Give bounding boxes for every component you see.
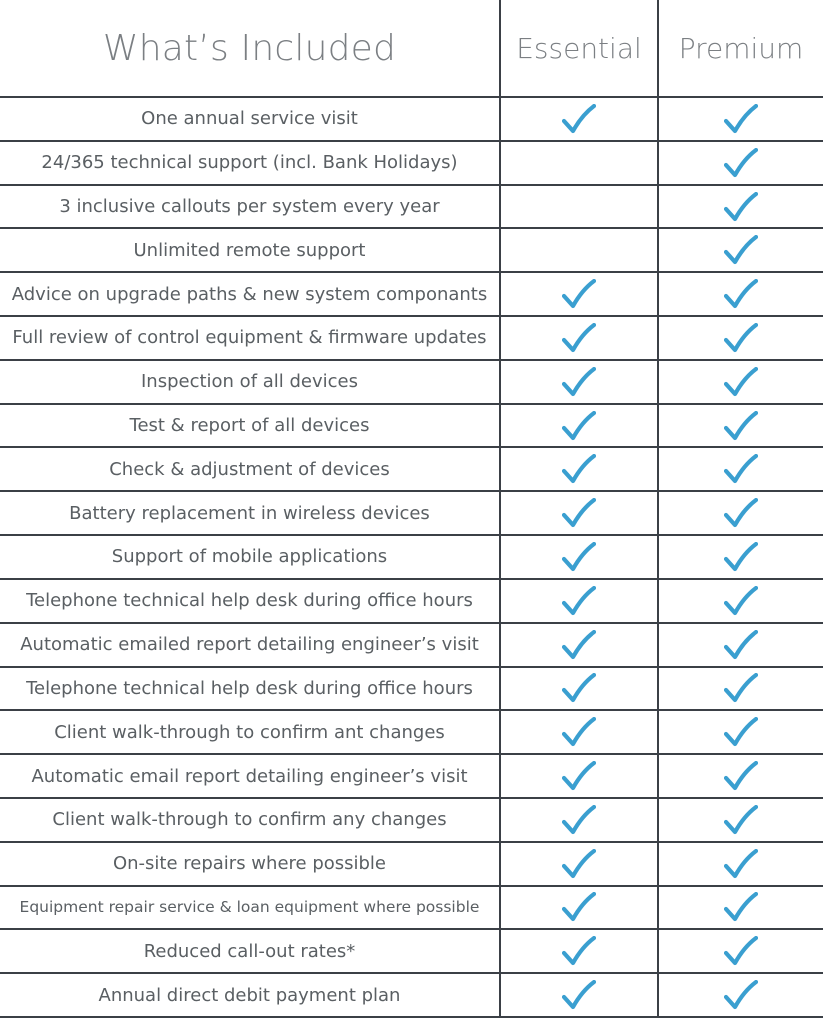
feature-label: Full review of control equipment & firmware updates — [12, 327, 487, 349]
table-row — [0, 317, 823, 359]
checkmark-icon — [562, 761, 596, 791]
row-divider — [0, 1016, 823, 1018]
checkmark-icon — [562, 805, 596, 835]
essential-cell — [501, 799, 657, 841]
essential-cell — [501, 317, 657, 359]
checkmark-icon — [562, 411, 596, 441]
premium-cell — [659, 930, 823, 972]
checkmark-icon — [724, 980, 758, 1010]
premium-cell — [659, 974, 823, 1016]
checkmark-icon — [562, 498, 596, 528]
checkmark-icon — [724, 411, 758, 441]
feature-label: Advice on upgrade paths & new system componants — [11, 283, 488, 305]
essential-cell — [501, 755, 657, 797]
feature-label: 3 inclusive callouts per system every year — [59, 196, 440, 217]
essential-cell — [501, 711, 657, 753]
header-premium: Premium — [678, 32, 804, 65]
feature-label: Client walk-through to confirm ant changes — [54, 721, 445, 743]
premium-cell — [659, 843, 823, 885]
feature-label: Reduced call-out rates* — [143, 940, 356, 962]
checkmark-icon — [562, 892, 596, 922]
checkmark-icon — [724, 630, 758, 660]
essential-cell — [501, 142, 657, 184]
premium-cell — [659, 668, 823, 710]
checkmark-icon — [724, 936, 758, 966]
table-row — [0, 229, 823, 271]
feature-label: Check & adjustment of devices — [109, 458, 390, 480]
checkmark-icon — [562, 936, 596, 966]
feature-label: One annual service visit — [141, 108, 358, 130]
checkmark-icon — [562, 367, 596, 397]
essential-cell — [501, 405, 657, 447]
essential-cell — [501, 186, 657, 228]
table-row — [0, 580, 823, 622]
checkmark-icon — [562, 673, 596, 703]
premium-cell — [659, 405, 823, 447]
checkmark-icon — [724, 498, 758, 528]
checkmark-icon — [562, 323, 596, 353]
table-row — [0, 668, 823, 710]
premium-cell — [659, 580, 823, 622]
essential-cell — [501, 536, 657, 578]
table-row — [0, 405, 823, 447]
premium-cell — [659, 799, 823, 841]
checkmark-icon — [724, 542, 758, 572]
essential-cell — [501, 887, 657, 929]
essential-cell — [501, 98, 657, 140]
checkmark-icon — [562, 586, 596, 616]
feature-label: Client walk-through to confirm any changes — [52, 809, 447, 831]
feature-label: Inspection of all devices — [140, 371, 359, 393]
checkmark-icon — [724, 192, 758, 222]
checkmark-icon — [724, 717, 758, 747]
premium-cell — [659, 755, 823, 797]
table-row — [0, 98, 823, 140]
feature-label: On-site repairs where possible — [112, 853, 387, 875]
feature-label: 24/365 technical support (incl. Bank Holidays) — [41, 152, 458, 174]
checkmark-icon — [724, 148, 758, 178]
table-row — [0, 536, 823, 578]
table-row — [0, 755, 823, 797]
table-row — [0, 930, 823, 972]
feature-label: Unlimited remote support — [133, 239, 366, 261]
essential-cell — [501, 668, 657, 710]
premium-cell — [659, 711, 823, 753]
header-feature-title: What’s Included — [102, 28, 397, 69]
premium-cell — [659, 536, 823, 578]
table-row — [0, 142, 823, 184]
premium-cell — [659, 624, 823, 666]
essential-cell — [501, 273, 657, 315]
header-essential: Essential — [516, 32, 642, 65]
premium-cell — [659, 361, 823, 403]
premium-cell — [659, 317, 823, 359]
essential-cell — [501, 624, 657, 666]
premium-cell — [659, 142, 823, 184]
premium-cell — [659, 229, 823, 271]
table-row — [0, 273, 823, 315]
checkmark-icon — [724, 279, 758, 309]
feature-label: Automatic email report detailing engineer’s visit — [31, 765, 468, 787]
essential-cell — [501, 492, 657, 534]
premium-cell — [659, 492, 823, 534]
premium-cell — [659, 273, 823, 315]
feature-label: Battery replacement in wireless devices — [69, 502, 430, 524]
checkmark-icon — [724, 673, 758, 703]
checkmark-icon — [562, 980, 596, 1010]
premium-cell — [659, 186, 823, 228]
feature-label: Telephone technical help desk during office hours — [26, 677, 473, 699]
feature-label: Automatic emailed report detailing engineer’s visit — [20, 634, 479, 656]
essential-cell — [501, 229, 657, 271]
essential-cell — [501, 448, 657, 490]
table-row — [0, 624, 823, 666]
premium-cell — [659, 448, 823, 490]
premium-cell — [659, 98, 823, 140]
checkmark-icon — [724, 235, 758, 265]
checkmark-icon — [562, 630, 596, 660]
table-row — [0, 711, 823, 753]
table-row — [0, 843, 823, 885]
checkmark-icon — [724, 454, 758, 484]
table-row — [0, 799, 823, 841]
checkmark-icon — [724, 323, 758, 353]
checkmark-icon — [724, 104, 758, 134]
table-row — [0, 887, 823, 929]
essential-cell — [501, 843, 657, 885]
checkmark-icon — [562, 104, 596, 134]
feature-label: Support of mobile applications — [111, 546, 388, 568]
feature-label: Telephone technical help desk during office hours — [26, 590, 473, 612]
checkmark-icon — [562, 279, 596, 309]
feature-label: Equipment repair service & loan equipment where possible — [19, 898, 480, 917]
checkmark-icon — [724, 805, 758, 835]
essential-cell — [501, 361, 657, 403]
checkmark-icon — [724, 892, 758, 922]
table-row — [0, 186, 823, 228]
essential-cell — [501, 580, 657, 622]
premium-cell — [659, 887, 823, 929]
essential-cell — [501, 974, 657, 1016]
checkmark-icon — [724, 849, 758, 879]
feature-label: Test & report of all devices — [129, 415, 370, 437]
checkmark-icon — [562, 454, 596, 484]
checkmark-icon — [724, 586, 758, 616]
essential-cell — [501, 930, 657, 972]
checkmark-icon — [562, 542, 596, 572]
table-row — [0, 492, 823, 534]
table-row — [0, 974, 823, 1016]
checkmark-icon — [724, 367, 758, 397]
table-row — [0, 361, 823, 403]
table-row — [0, 448, 823, 490]
checkmark-icon — [562, 717, 596, 747]
feature-label: Annual direct debit payment plan — [98, 984, 401, 1006]
checkmark-icon — [562, 849, 596, 879]
checkmark-icon — [724, 761, 758, 791]
